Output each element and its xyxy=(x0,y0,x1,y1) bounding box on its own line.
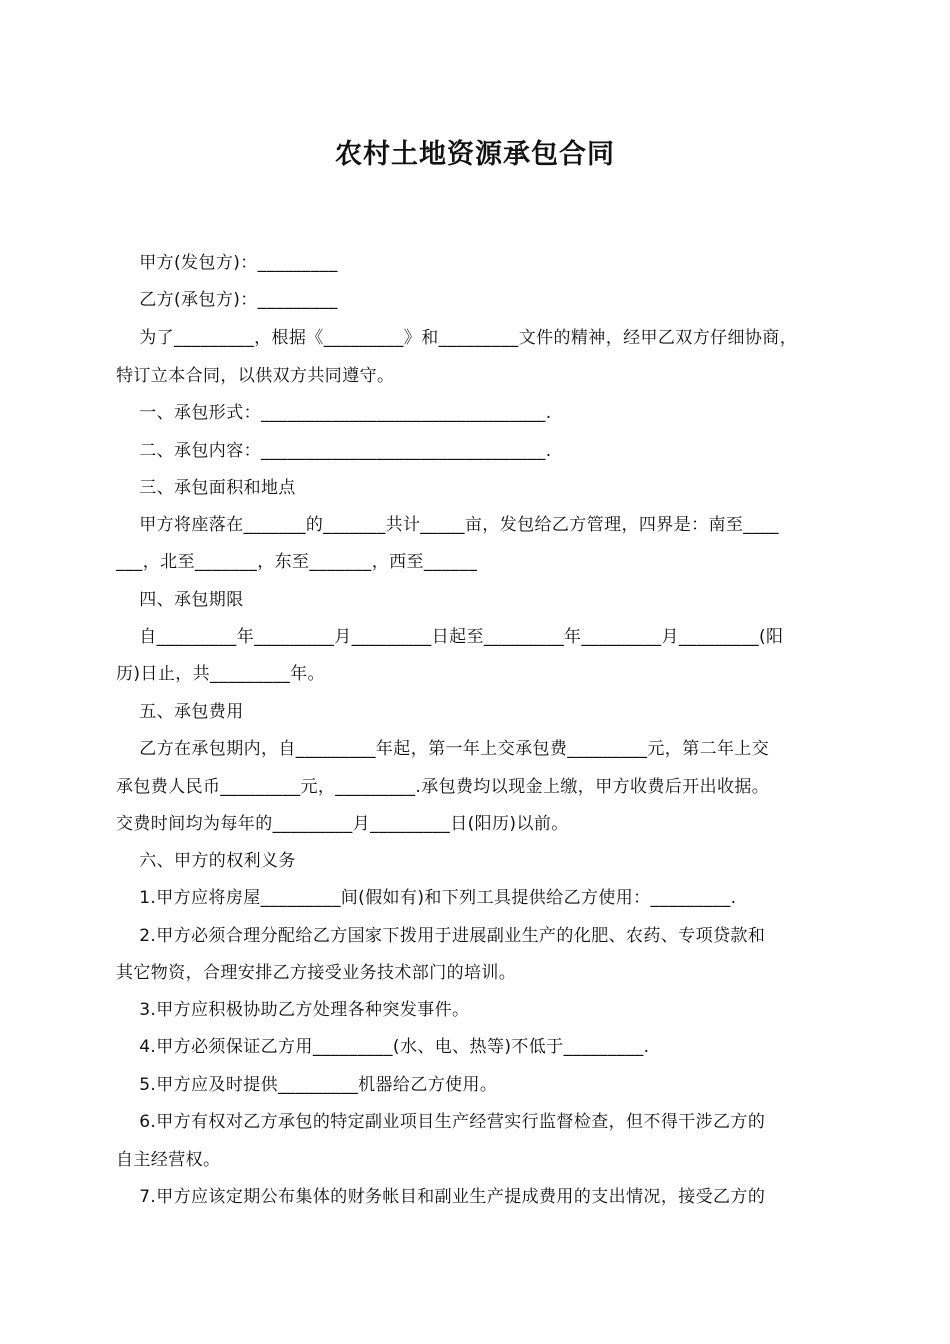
section-4-line-1: 自_________年_________月_________日起至_________年_________月_________(阳 xyxy=(116,627,784,647)
party-a-line: 甲方(发包方)：_________ xyxy=(116,253,338,273)
section-1-line: 一、承包形式：________________________________. xyxy=(116,403,552,423)
section-6-heading: 六、甲方的权利义务 xyxy=(116,851,296,871)
section-5-line-1: 乙方在承包期内，自_________年起，第一年上交承包费_________元，第二年上交 xyxy=(116,739,770,759)
section-4-line-2: 历)日止，共_________年。 xyxy=(116,664,325,684)
section-5-heading: 五、承包费用 xyxy=(116,702,244,722)
preamble-line-2: 特订立本合同，以供双方共同遵守。 xyxy=(116,366,395,386)
section-2-line: 二、承包内容：________________________________. xyxy=(116,441,552,461)
section-3-line-2: ___，北至_______，东至_______，西至______ xyxy=(116,552,478,572)
clause-7-line-1: 7.甲方应该定期公布集体的财务帐目和副业生产提成费用的支出情况，接受乙方的 xyxy=(116,1187,766,1207)
clause-6-line-1: 6.甲方有权对乙方承包的特定副业项目生产经营实行监督检查，但不得干涉乙方的 xyxy=(116,1112,766,1132)
clause-6-line-2: 自主经营权。 xyxy=(116,1150,221,1170)
section-5-line-2: 承包费人民币_________元，_________.承包费均以现金上缴，甲方收费后开出收据。 xyxy=(116,777,770,797)
section-5-line-3: 交费时间均为每年的_________月_________日(阳历)以前。 xyxy=(116,814,569,834)
clause-5-line: 5.甲方应及时提供_________机器给乙方使用。 xyxy=(116,1075,498,1095)
section-3-heading: 三、承包面积和地点 xyxy=(116,478,296,498)
clause-1-line: 1.甲方应将房屋_________间(假如有)和下列工具提供给乙方使用：_________. xyxy=(116,888,737,908)
clause-3-line: 3.甲方应积极协助乙方处理各种突发事件。 xyxy=(116,1000,470,1020)
party-b-line: 乙方(承包方)：_________ xyxy=(116,290,338,310)
clause-2-line-2: 其它物资，合理安排乙方接受业务技术部门的培训。 xyxy=(116,963,517,983)
preamble-line-1: 为了_________，根据《_________》和_________文件的精神，经甲乙双方仔细协商， xyxy=(116,328,798,348)
document-title: 农村土地资源承包合同 xyxy=(335,139,615,170)
section-4-heading: 四、承包期限 xyxy=(116,590,244,610)
section-3-line-1: 甲方将座落在_______的_______共计_____亩，发包给乙方管理，四界是：南至____ xyxy=(116,515,779,535)
clause-2-line-1: 2.甲方必须合理分配给乙方国家下拨用于进展副业生产的化肥、农药、专项贷款和 xyxy=(116,926,766,946)
clause-4-line: 4.甲方必须保证乙方用_________(水、电、热等)不低于_________. xyxy=(116,1037,650,1057)
